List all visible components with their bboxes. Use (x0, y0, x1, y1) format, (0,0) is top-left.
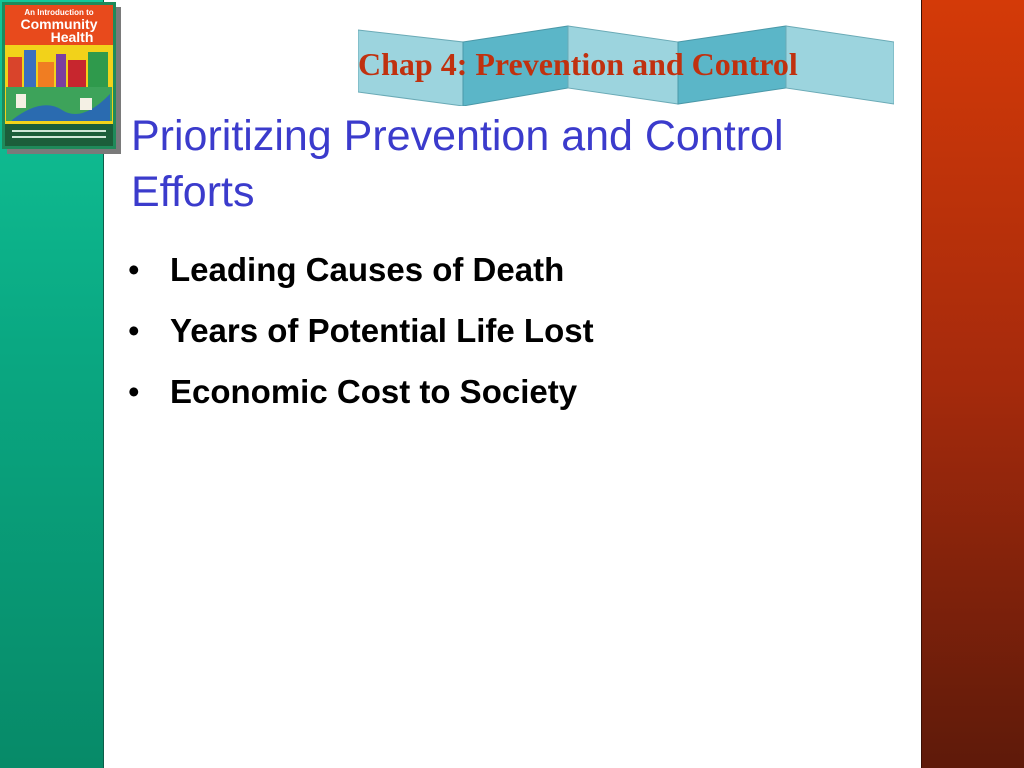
cover-line-2: Community (20, 16, 98, 32)
book-cover-art (2, 2, 116, 149)
bullet-list (128, 248, 888, 431)
bullet-text: Leading Causes of Death (170, 251, 565, 288)
book-cover-image (2, 2, 116, 149)
chapter-banner-title: Chap 4: Prevention and Control (358, 46, 798, 82)
cover-line-1: An Introduction to (24, 8, 94, 17)
bullet-dot-icon: • (128, 373, 140, 410)
bullet-item (128, 309, 888, 370)
bullet-text: Years of Potential Life Lost (170, 312, 594, 349)
right-decorative-bar (921, 0, 1024, 768)
bullet-dot-icon: • (128, 251, 140, 288)
cover-line-3: Health (50, 29, 94, 45)
slide-title: Prioritizing Prevention and Control Efforts (131, 112, 784, 216)
bullet-item (128, 248, 888, 309)
bullet-text: Economic Cost to Society (170, 373, 578, 410)
bullet-item (128, 370, 888, 431)
bullet-dot-icon: • (128, 312, 140, 349)
